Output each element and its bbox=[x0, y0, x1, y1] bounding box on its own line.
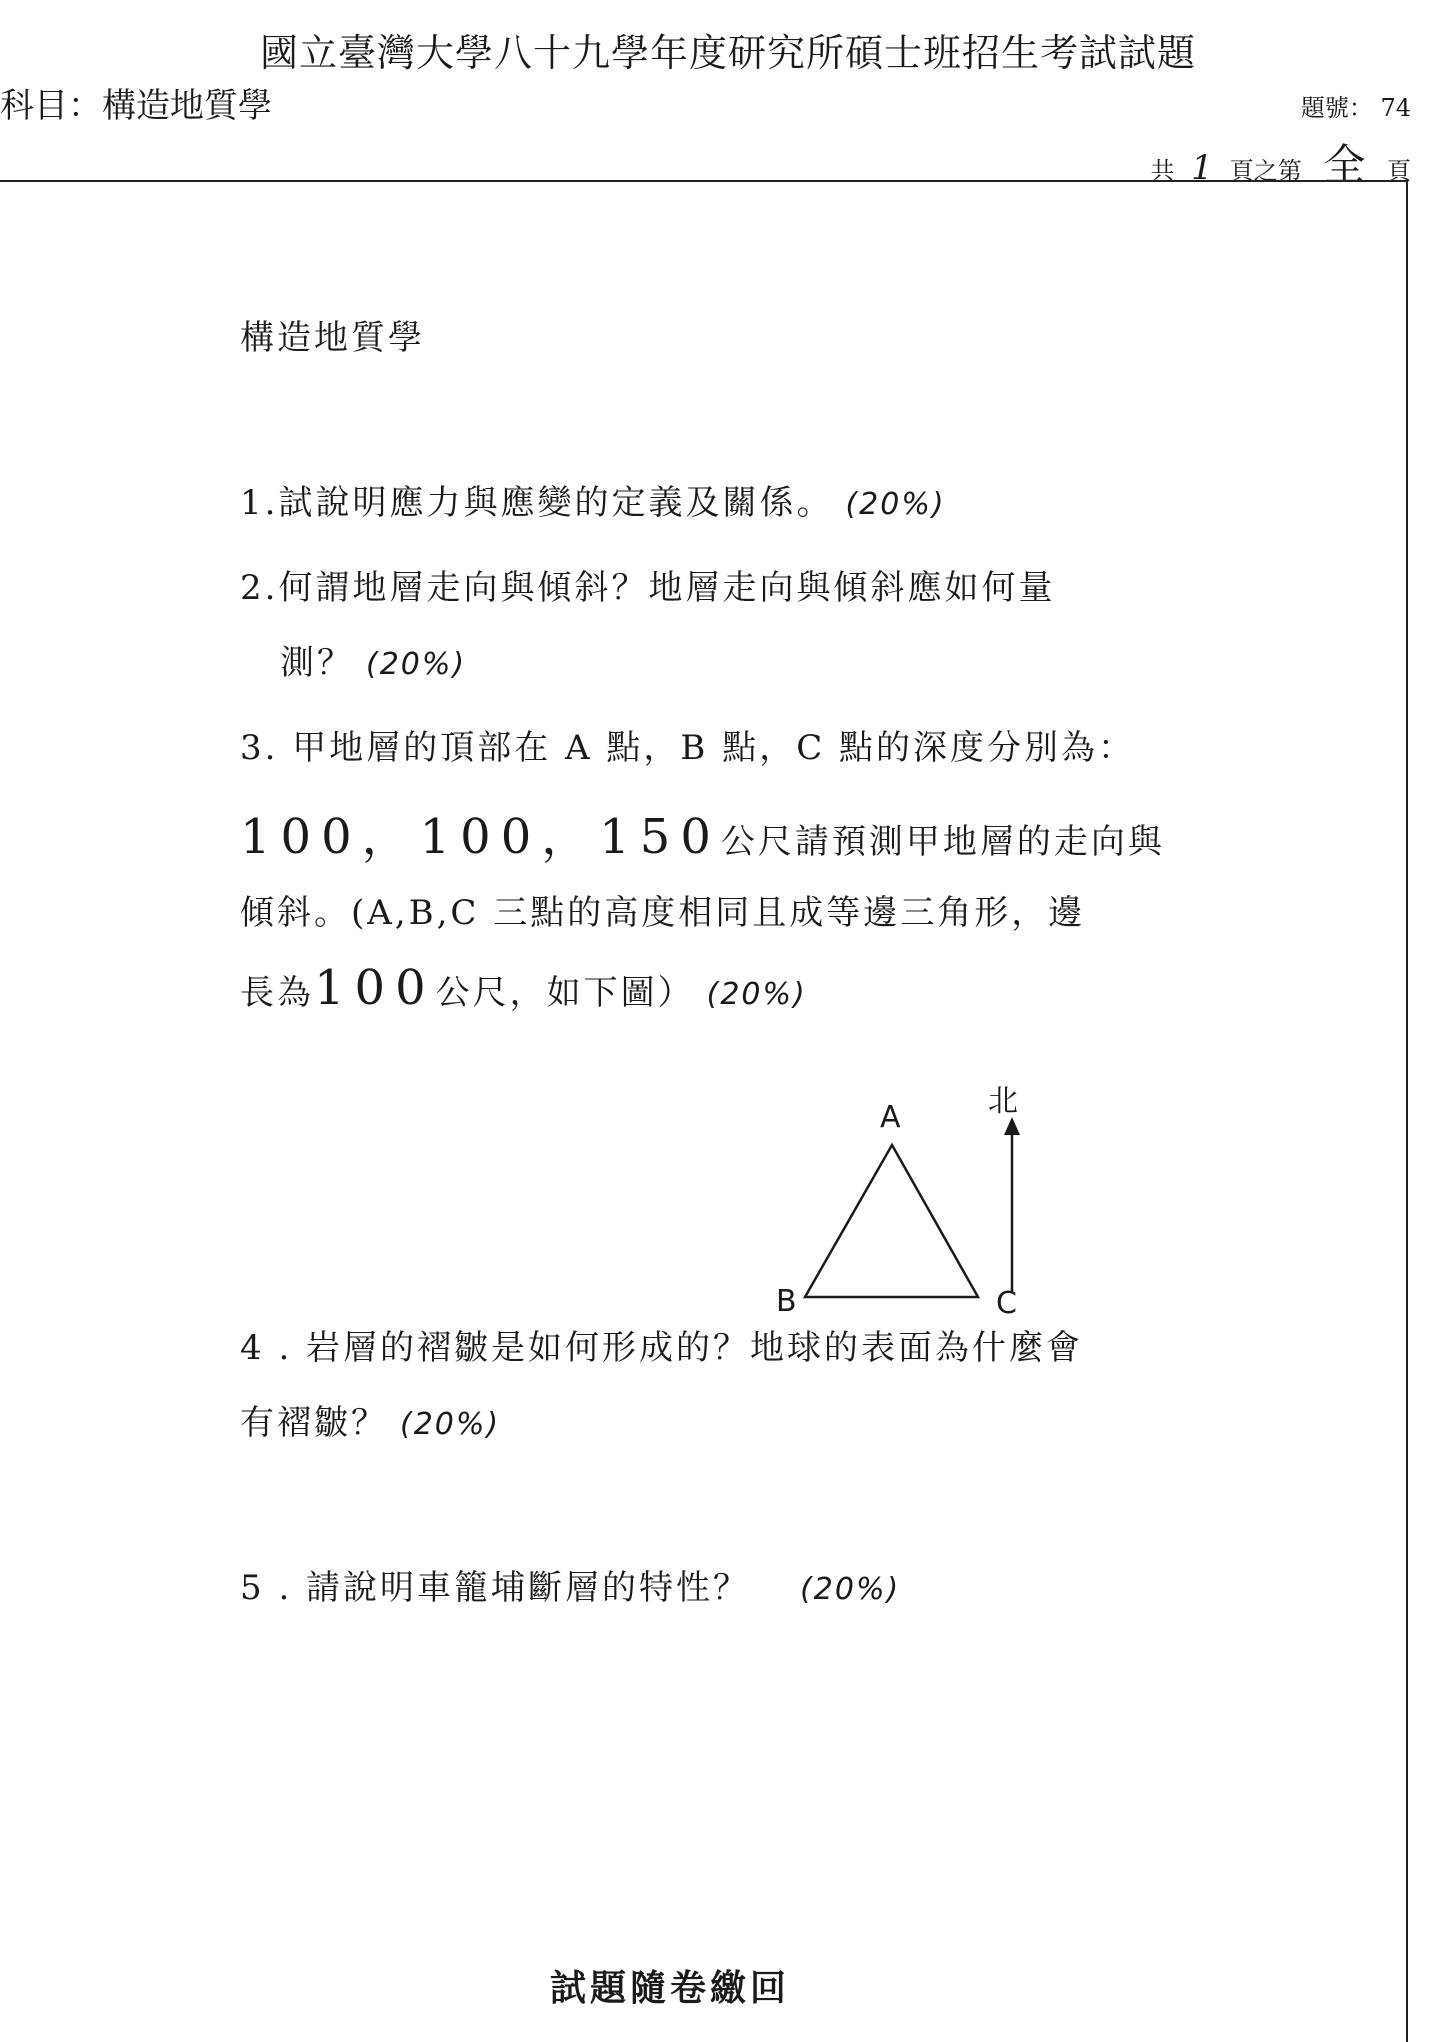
question-5-text: 5 . 請說明車籠埔斷層的特性？ bbox=[240, 1568, 751, 1608]
question-4-line2 bbox=[240, 1395, 500, 1444]
question-3-line4 bbox=[240, 960, 807, 1016]
page-current: 全 bbox=[1323, 140, 1366, 189]
question-4-score: (20%) bbox=[400, 1407, 501, 1442]
question-3-line1: 3. 甲地層的頂部在 A 點，B 點，C 點的深度分別為： bbox=[240, 728, 1136, 768]
north-arrow-head bbox=[1004, 1117, 1020, 1135]
subject-label: 科目：構造地質學 bbox=[0, 86, 272, 126]
question-3-score: (20%) bbox=[706, 977, 807, 1012]
exam-heading: 構造地質學 bbox=[240, 318, 425, 358]
north-label: 北 bbox=[988, 1084, 1018, 1119]
question-1 bbox=[240, 475, 946, 524]
question-2-line1: 2.何謂地層走向與傾斜？地層走向與傾斜應如何量 bbox=[240, 568, 1056, 608]
question-3-depths: 100，100，150 bbox=[240, 809, 721, 865]
question-4-text: 有褶皺？ bbox=[240, 1403, 388, 1443]
question-1-text: 1.試說明應力與應變的定義及關係。 bbox=[240, 483, 834, 523]
question-number: 題號： 74 bbox=[1300, 94, 1411, 122]
footer-note: 試題隨卷繳回 bbox=[550, 1967, 791, 2009]
triangle-abc bbox=[805, 1145, 978, 1297]
question-5-score: (20%) bbox=[800, 1572, 901, 1607]
exam-title: 國立臺灣大學八十九學年度研究所碩士班招生考試試題 bbox=[260, 31, 1197, 75]
question-3-side-length: 100 bbox=[314, 960, 436, 1016]
question-3-line2 bbox=[240, 798, 1165, 867]
triangle-diagram bbox=[760, 1075, 1080, 1315]
label-c: C bbox=[996, 1286, 1017, 1315]
question-5 bbox=[240, 1560, 900, 1609]
exam-frame bbox=[0, 180, 1408, 2042]
question-3-line3: 傾斜。(A,B,C 三點的高度相同且成等邊三角形，邊 bbox=[240, 893, 1086, 933]
question-3-line2-text: 公尺請預測甲地層的走向與 bbox=[720, 822, 1165, 862]
question-2-score: (20%) bbox=[366, 647, 467, 682]
page-prefix: 共 bbox=[1150, 157, 1175, 185]
question-4-line1: 4 . 岩層的褶皺是如何形成的？地球的表面為什麼會 bbox=[240, 1328, 1084, 1368]
question-2-text: 測？ bbox=[280, 643, 354, 683]
question-2-line2 bbox=[280, 635, 466, 684]
page-total: 1 bbox=[1191, 148, 1213, 188]
question-1-score: (20%) bbox=[845, 487, 946, 522]
label-a: A bbox=[880, 1100, 901, 1135]
question-3-line4-prefix: 長為 bbox=[240, 973, 314, 1013]
page-suffix: 頁 bbox=[1387, 157, 1411, 185]
label-b: B bbox=[776, 1284, 797, 1315]
page-mid: 頁之第 bbox=[1229, 157, 1302, 185]
question-3-line4-text: 公尺，如下圖） bbox=[435, 973, 695, 1013]
